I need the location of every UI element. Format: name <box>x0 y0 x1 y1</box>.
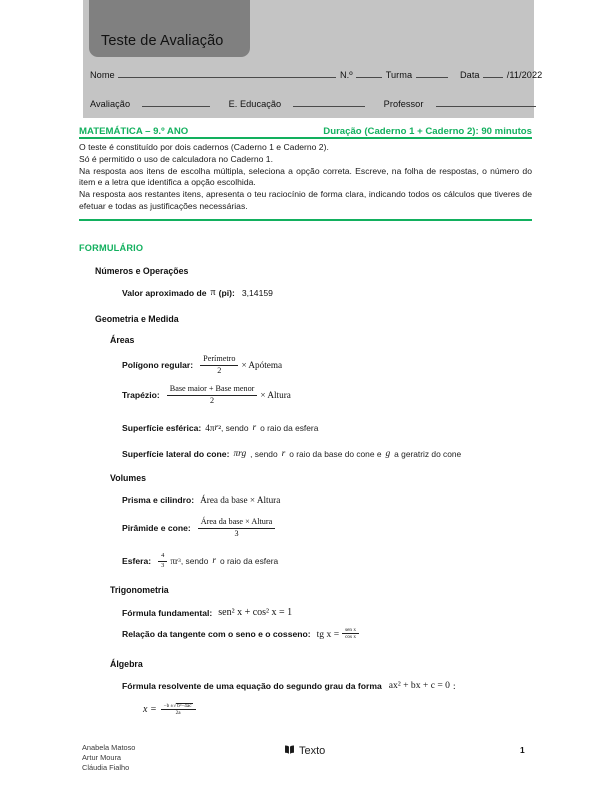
piramide-fraction <box>198 518 275 538</box>
esfera-note-b: o raio da esfera <box>220 556 279 567</box>
superficie-esferica-note-b: o raio da esfera <box>260 423 319 433</box>
section-areas: Áreas <box>110 335 135 345</box>
section-numeros-operacoes: Números e Operações <box>95 266 189 276</box>
test-title-box <box>89 0 250 57</box>
prisma-formula: Área da base × Altura <box>200 495 281 505</box>
data-label: Data <box>459 70 480 80</box>
divider-top <box>79 137 532 139</box>
esfera-label: Esfera: <box>122 556 152 567</box>
pi-name: (pi): <box>218 287 235 298</box>
student-info-row <box>90 68 543 80</box>
superficie-esferica-exponent: 2 <box>218 425 222 431</box>
resolvente-equation: ax² + bx + c = 0 <box>388 680 450 691</box>
superficie-esferica-base: 4π <box>205 423 215 433</box>
tangente-lhs: tg x = <box>316 628 340 640</box>
trapezio-denominator: 2 <box>210 395 215 405</box>
instruction-line: Só é permitido o uso de calculadora no Caderno 1. <box>79 153 273 164</box>
poligono-numerator: Perímetro <box>200 355 238 366</box>
encarregado-label: E. Educação <box>228 99 282 109</box>
turma-input-rule[interactable] <box>416 68 448 78</box>
formula-fundamental <box>122 607 292 618</box>
instructions-block <box>79 142 532 213</box>
superficie-cone-note-var2: g <box>385 449 391 459</box>
numero-input-rule[interactable] <box>356 68 382 78</box>
formula-superficie-lateral-cone <box>122 449 461 459</box>
poligono-label: Polígono regular: <box>122 360 194 371</box>
superficie-cone-formula: πrg <box>233 449 247 459</box>
page-number: 1 <box>520 745 525 755</box>
data-input-rule[interactable] <box>483 68 503 78</box>
subject-name: MATEMÁTICA – 9.º ANO <box>79 126 189 137</box>
turma-label: Turma <box>385 70 413 80</box>
piramide-numerator: Área da base × Altura <box>198 518 275 529</box>
poligono-fraction <box>200 355 238 375</box>
formula-piramide-cone <box>122 518 278 538</box>
prisma-label: Prisma e cilindro: <box>122 495 195 505</box>
page-title: Teste de Avaliação <box>101 33 224 50</box>
trapezio-label: Trapézio: <box>122 390 160 401</box>
resolvente-radicand: b²−4ac <box>177 703 192 709</box>
author-name: Artur Moura <box>82 752 122 762</box>
pi-symbol: π <box>210 287 216 298</box>
evaluation-info-row <box>90 97 530 109</box>
superficie-esferica-var: r <box>214 423 219 433</box>
pi-label: Valor aproximado de <box>122 287 207 298</box>
instruction-line: Na resposta aos restantes itens, apresenta o teu raciocínio de forma clara, indicando todos os cálculos que tiveres de efetuar e todas as justificações necessárias. <box>79 189 532 211</box>
formula-resolvente <box>143 703 199 717</box>
formula-prisma-cilindro <box>122 495 280 505</box>
formula-esfera <box>122 553 278 569</box>
poligono-denominator: 2 <box>217 365 222 375</box>
numero-label: N.º <box>339 70 353 80</box>
trapezio-numerator: Base maior + Base menor <box>167 385 258 396</box>
resolvente-lhs: x = <box>143 704 157 716</box>
resolvente-denominator: 2a <box>175 710 181 717</box>
subject-duration-line <box>79 126 532 137</box>
formula-tangente <box>122 628 362 641</box>
superficie-cone-note-var: r <box>281 449 286 459</box>
open-book-icon <box>284 744 295 758</box>
author-name: Cláudia Fialho <box>82 762 130 772</box>
footer-authors <box>82 743 135 772</box>
instruction-line: O teste é constituído por dois cadernos (Caderno 1 e Caderno 2). <box>79 142 329 152</box>
pi-value: 3,14159 <box>241 287 273 298</box>
professor-input-rule[interactable] <box>436 97 536 107</box>
avaliacao-label: Avaliação <box>90 99 131 109</box>
poligono-tail: × Apótema <box>241 360 283 371</box>
esfera-numerator: 4 <box>158 553 167 562</box>
piramide-label: Pirâmide e cone: <box>122 523 191 534</box>
formula-superficie-esferica <box>122 423 318 433</box>
fundamental-label: Fórmula fundamental: <box>122 607 213 618</box>
formula-pi <box>122 287 273 298</box>
superficie-cone-label: Superfície lateral do cone: <box>122 449 230 459</box>
superficie-cone-note-b: o raio da base do cone e <box>289 449 382 459</box>
publisher-logo <box>284 744 325 758</box>
esfera-note-var: r <box>212 556 217 567</box>
superficie-cone-note-a: , sendo <box>250 449 278 459</box>
formulario-heading: FORMULÁRIO <box>79 243 144 253</box>
fundamental-formula: sen² x + cos² x = 1 <box>218 607 293 618</box>
publisher-name: Texto <box>299 745 326 757</box>
superficie-esferica-note-var: r <box>252 423 257 433</box>
trapezio-fraction <box>167 385 258 405</box>
resolvente-colon: : <box>452 680 456 691</box>
avaliacao-input-rule[interactable] <box>142 97 210 107</box>
resolvente-numerator <box>161 703 196 710</box>
superficie-cone-note-c: a geratriz do cone <box>394 449 462 459</box>
esfera-formula-base: πr <box>170 556 179 567</box>
superficie-esferica-label: Superfície esférica: <box>122 423 202 433</box>
esfera-exponent: 3 <box>178 558 181 565</box>
formula-poligono-regular <box>122 355 282 375</box>
section-trigonometria: Trigonometria <box>110 585 169 595</box>
resolvente-label: Fórmula resolvente de uma equação do segundo grau da forma <box>122 680 382 691</box>
section-algebra: Álgebra <box>110 659 143 669</box>
esfera-denominator: 3 <box>161 561 165 569</box>
formula-resolvente-intro <box>122 680 456 691</box>
divider-bottom <box>79 219 532 221</box>
esfera-fraction <box>158 553 167 569</box>
section-volumes: Volumes <box>110 473 147 483</box>
tangente-label: Relação da tangente com o seno e o cosseno: <box>122 629 311 640</box>
sqrt-icon: √ <box>173 703 177 709</box>
author-name: Anabela Matoso <box>82 743 136 752</box>
nome-input-rule[interactable] <box>118 68 336 78</box>
tangente-fraction <box>342 628 359 641</box>
esfera-note-a: , sendo <box>180 556 209 567</box>
superficie-esferica-note-a: , sendo <box>221 423 249 433</box>
professor-label: Professor <box>383 99 424 109</box>
piramide-denominator: 3 <box>234 528 239 538</box>
tangente-denominator: cos x <box>345 634 356 641</box>
trapezio-tail: × Altura <box>260 390 291 401</box>
instruction-line: Na resposta aos itens de escolha múltipla, seleciona a opção correta. Escreve, na folha de respostas, o número do item e a letra que identifica a opção escolhida. <box>79 165 532 188</box>
resolvente-fraction <box>161 703 196 717</box>
section-geometria-medida: Geometria e Medida <box>95 314 179 324</box>
tangente-numerator: sen x <box>342 628 359 634</box>
encarregado-input-rule[interactable] <box>293 97 365 107</box>
data-suffix: /11/2022 <box>506 70 543 80</box>
formula-trapezio <box>122 385 291 405</box>
resolvente-num-prefix: −b ± <box>163 703 174 709</box>
nome-label: Nome <box>90 70 115 80</box>
test-duration: Duração (Caderno 1 + Caderno 2): 90 minutos <box>323 126 532 137</box>
